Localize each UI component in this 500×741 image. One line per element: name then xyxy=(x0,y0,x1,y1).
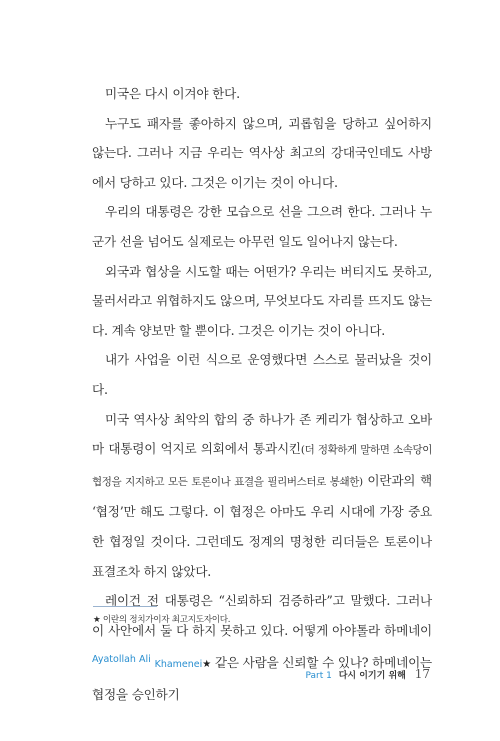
paragraph-6 xyxy=(92,405,432,587)
paragraph-6-part-a: 미국 역사상 최악의 합의 중 하나가 존 케리가 협상하고 오바마 대통령이 억지로 의회에서 통과시킨 xyxy=(92,411,432,457)
gloss-ayatollah-ali: Ayatollah Ali xyxy=(92,654,151,666)
paragraph-5: 내가 사업을 이런 식으로 운영했다면 스스로 물러났을 것이다. xyxy=(92,352,432,397)
paragraph-7-part-a: 레이건 전 대통령은 “신뢰하되 검증하라”고 말했다. 그러나 이 사안에서 둘 다 하지 못하고 있다. 어떻게 아야톨라 하메네이 xyxy=(92,593,432,638)
footnote-star-marker: ★ xyxy=(202,659,212,671)
folio-chapter-title: 다시 이기기 위해 xyxy=(338,671,406,681)
footnote: ★ 이란의 정치가이자 최고지도자이다. xyxy=(93,615,231,625)
paragraph-3: 우리의 대통령은 강한 모습으로 선을 그으려 한다. 그러나 누군가 선을 넘어도 실제로는 아무런 일도 일어나지 않는다. xyxy=(92,204,432,249)
paragraph-4: 외국과 협상을 시도할 때는 어떤가? 우리는 버티지도 못하고, 물러서라고 위협하지도 않으며, 무엇보다도 자리를 뜨지도 않는다. 계속 양보만 할 뿐이다. 그것은 이기는 것이 아니다. xyxy=(92,263,432,338)
paragraph-6-part-c: 이란과의 핵 ‘협정’만 해도 그렇다. 이 협정은 아마도 우리 시대에 가장 중요한 협정일 것이다. 그런데도 정계의 명청한 리더들은 토론이나 표결조차 하지 않았다. xyxy=(92,472,432,579)
paragraph-7-part-b: 같은 사람을 신뢰할 수 있나? 하메네이는 협정을 승인하기 xyxy=(92,655,432,702)
gloss-khamenei: Khamenei xyxy=(154,659,203,671)
paragraph-2: 누구도 패자를 좋아하지 않으며, 괴롭힘을 당하고 싶어하지 않는다. 그러나 지금 우리는 역사상 최고의 강대국인데도 사방에서 당하고 있다. 그것은 이기는 것이 아니다. xyxy=(92,115,432,190)
paragraph-1: 미국은 다시 이겨야 한다. xyxy=(105,86,240,101)
folio-part: Part 1 xyxy=(305,671,332,681)
paragraph-7 xyxy=(92,586,432,709)
page-folio xyxy=(305,667,430,681)
page-number: 17 xyxy=(414,667,430,681)
footnote-divider xyxy=(93,606,157,607)
paragraph-6-parenthetical: (더 정확하게 말하면 소속당이 협정을 지지하고 모든 토론이나 표결을 필리버스터로 봉쇄한) xyxy=(92,444,432,488)
